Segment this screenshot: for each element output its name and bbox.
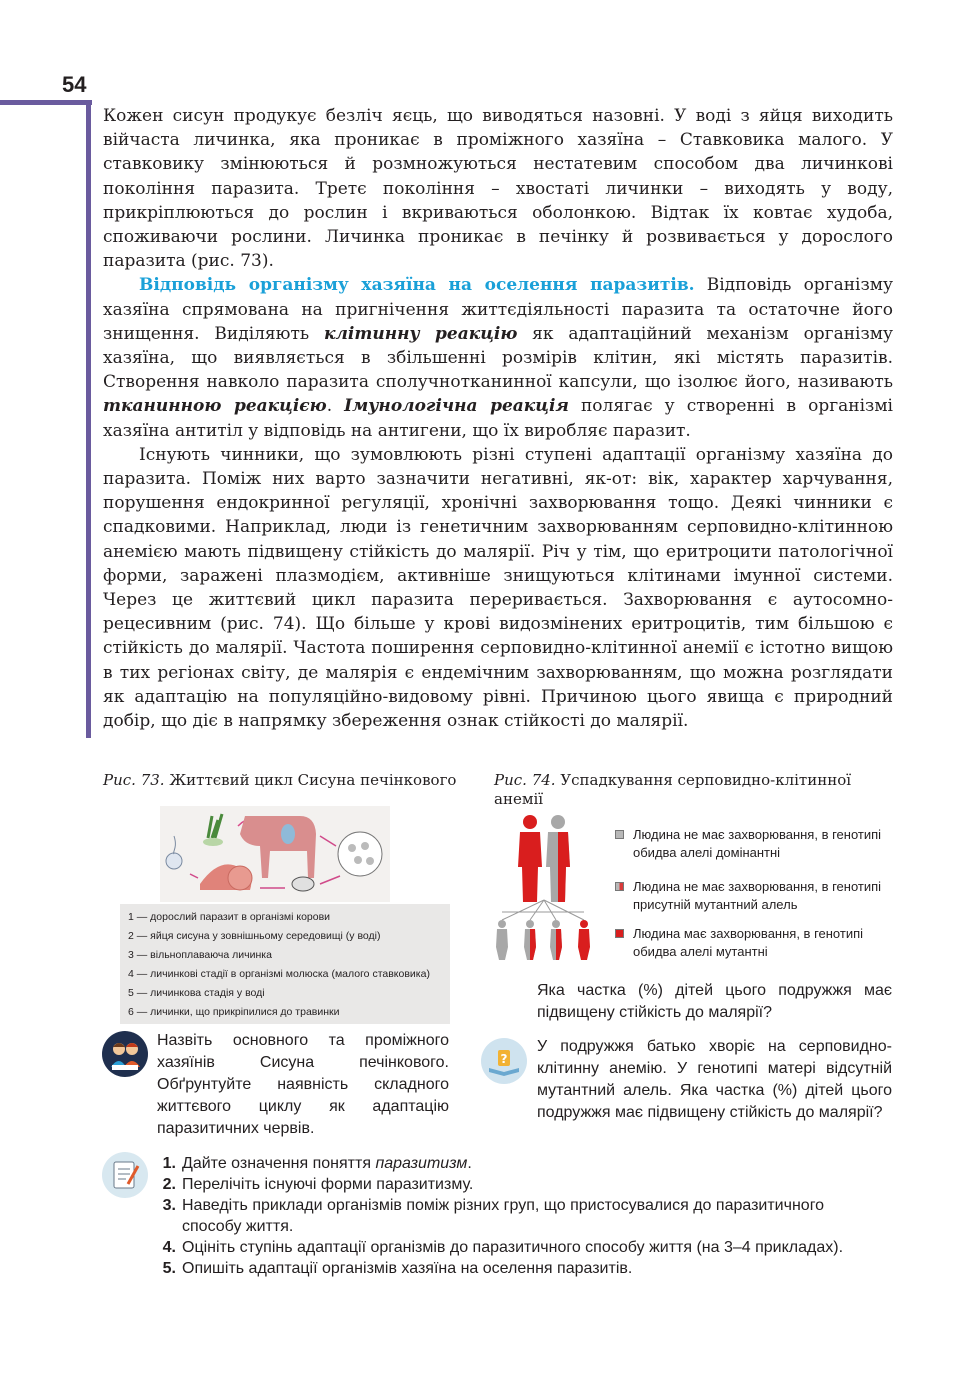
- fig74-legend-item: Людина має захворювання, в генотипі обидва алелі мутантні: [615, 925, 895, 961]
- red-swatch: [615, 929, 624, 938]
- fig73-legend: [120, 904, 450, 1024]
- tasks-notebook-icon: [102, 1152, 148, 1198]
- question-left: Назвіть основного та проміжного хазяїнів Сисуна печінкового. Обґрунтуйте наявність складного життєвого циклу як адаптацію паразитичних червів.: [157, 1032, 449, 1137]
- child-1: [496, 920, 508, 960]
- task-list: [152, 1153, 852, 1279]
- father-figure: [518, 815, 542, 902]
- legend-item: 4 — личинкові стадії в організмі молюска (малого ставковика): [128, 968, 430, 980]
- grey-swatch: [615, 830, 624, 839]
- task-item: 1. Дайте означення поняття паразитизм.: [162, 1155, 472, 1172]
- paragraph-2: Відповідь організму хазяїна на оселення паразитів. Відповідь організму хазяїна спрямована на пригнічення життєдіяльності паразита та остаточне його знищення. Виділяють клітинну реакцію як адаптаційний механізм організму хазяїна, що виявляється в збільшенні розмірів клітин, які містять паразитів. Створення навколо паразита сполучнотканинної капсули, що ізолює його, називають тканинною реакцією. Імунологічна реакція полягає у створенні в організмі хазяїна антитіл у відповідь на антигени, що їх виробляє паразит.: [103, 275, 893, 441]
- svg-text:?: ?: [500, 1052, 508, 1066]
- section-heading: Відповідь організму хазяїна на оселення паразитів.: [139, 275, 695, 296]
- legend-item: 1 — дорослий паразит в організмі корови: [128, 911, 331, 923]
- term-tissue-reaction: тканинною реакцією: [103, 396, 327, 417]
- task-item: 5. Опишіть адаптації організмів хазяїна на оселення паразитів.: [162, 1260, 633, 1277]
- body-text: [103, 104, 893, 733]
- page-number: 54: [62, 72, 87, 97]
- legend-item: 6 — личинки, що прикріпилися до травинки: [128, 1006, 340, 1018]
- task-item: 3. Наведіть приклади організмів поміж різних груп, що пристосувалися до паразитичного способу життя.: [162, 1197, 825, 1235]
- question-right: У подружжя батько хворіє на серповидно-клітинну анемію. У генотипі матері відсутній мутантний алель. Яка частка (%) дітей цього подружжя має підвищену стійкість до малярії?: [537, 1038, 892, 1121]
- fig74-legend-item: Людина не має захворювання, в генотипі присутній мутантний алель: [615, 878, 895, 914]
- child-2: [524, 920, 536, 960]
- task-item: 2. Перелічіть існуючі форми паразитизму.: [162, 1176, 474, 1193]
- fig73-lifecycle-illustration: [160, 806, 390, 902]
- child-3: [550, 920, 562, 960]
- pedigree-figures: [488, 812, 608, 962]
- task-item: 4. Оцініть ступінь адаптації організмів до паразитичного способу життя (на 3–4 прикладах).: [162, 1239, 844, 1256]
- discussion-icon: [102, 1031, 148, 1077]
- top-rule: [0, 100, 92, 105]
- side-rule: [86, 100, 91, 738]
- term-cell-reaction: клітинну реакцію: [323, 323, 518, 344]
- legend-item: 3 — вільноплаваюча личинка: [128, 949, 272, 961]
- paragraph-1: Кожен сисун продукує безліч яєць, що виводяться назовні. У воді з яйця виходить війчаста личинка, яка проникає в проміжного хазяїна – Ставковика малого. У ставковику змінюються й розмножуються нестатевим способом два личинкові покоління паразита. Третє покоління – хвостаті личинки – виходять у воду, прикріплюються до рослин і вкриваються оболонкою. Відтак їх ковтає худоба, споживаючи рослини. Личинка проникає в печінку й розвивається у дорослого паразита (рис. 73).: [103, 106, 893, 272]
- legend-item: 2 — яйця сисуна у зовнішньому середовищі (у воді): [128, 930, 381, 942]
- term-immune-reaction: Імунологічна реакція: [344, 396, 569, 417]
- lifecycle-diagram: [160, 806, 390, 902]
- fig74-caption: Рис. 74. Успадкування серповидно-клітинної анемії: [494, 771, 852, 808]
- paragraph-3: Існують чинники, що зумовлюють різні ступені адаптації організму хазяїна до паразита. Поміж них варто зазначити негативні, як-от: вік, характер харчування, порушення ендокринної регуляції, хронічні захворювання тощо. Деякі чинники є спадковими. Наприклад, люди із генетичним захворюванням серповидно-клітинною анемією мають підвищену стійкість до малярії. Річ у тім, що еритроцити патологічної форми, заражені плазмодієм, активніше знищуються клітинами імунної системи. Через це життєвий цикл паразита переривається. Захворювання є аутосомно-рецесивним (рис. 74). Що більше у крові видозмінених еритроцитів, тим більшою є стійкість до малярії. Частота поширення серповидно-клітинної анемії є істотно вищою в тих регіонах світу, де малярія є ендемічним захворюванням, що можна розглядати як адаптацію на популяційно-видовому рівні. Причиною цього явища є природний добір, що діє в напрямку збереження ознак стійкості до малярії.: [103, 444, 893, 732]
- legend-item: 5 — личинкова стадія у воді: [128, 987, 265, 999]
- fig74-legend-item: Людина не має захворювання, в генотипі обидва алелі домінантні: [615, 826, 895, 862]
- fig74-question: Яка частка (%) дітей цього подружжя має підвищену стійкість до малярії?: [537, 982, 892, 1021]
- mother-figure: [546, 815, 570, 902]
- fig73-caption: Рис. 73. Життєвий цикл Сисуна печінкового: [103, 771, 457, 789]
- half-red-swatch: [615, 882, 624, 891]
- question-book-icon: [481, 1038, 527, 1084]
- fig74-inheritance-diagram: [488, 812, 608, 962]
- child-4: [578, 920, 590, 960]
